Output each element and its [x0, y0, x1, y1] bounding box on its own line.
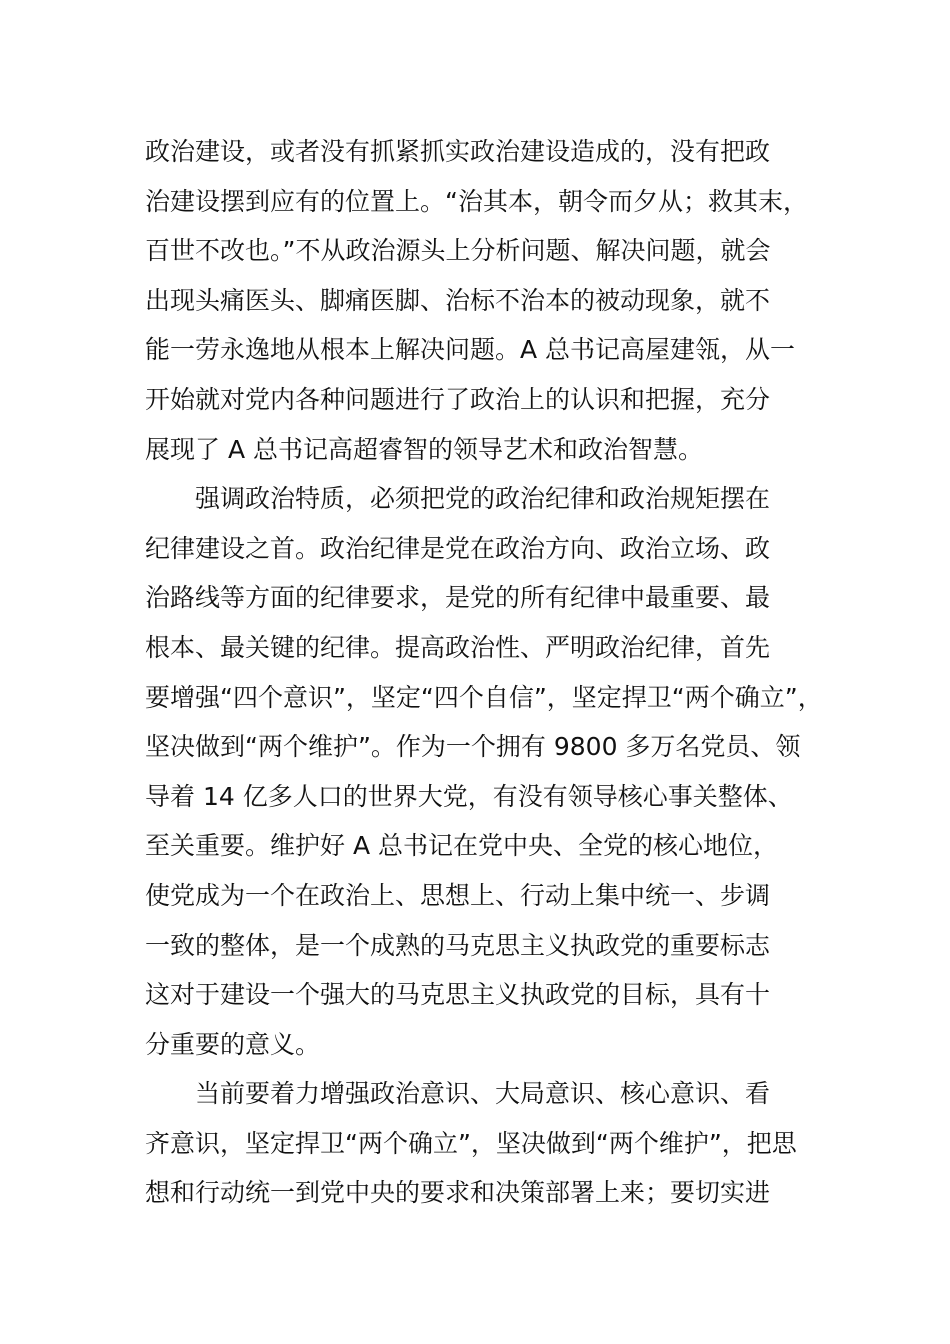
text-line: 齐意识，坚定捍卫“两个确立”，坚决做到“两个维护”，把思	[145, 1128, 797, 1158]
paragraph-start-line: 强调政治特质，必须把党的政治纪律和政治规矩摆在	[195, 484, 771, 514]
text-line: 政治建设，或者没有抓紧抓实政治建设造成的，没有把政	[145, 137, 771, 166]
text-line: 开始就对党内各种问题进行了政治上的认识和把握，充分	[145, 384, 771, 414]
text-line: 分重要的意义。	[145, 1029, 321, 1059]
text-line: 使党成为一个在政治上、思想上、行动上集中统一、步调	[145, 880, 771, 910]
text-line: 要增强“四个意识”，坚定“四个自信”，坚定捍卫“两个确立”，	[145, 682, 823, 712]
text-line: 一致的整体，是一个成熟的马克思主义执政党的重要标志	[145, 930, 771, 960]
text-line: 这对于建设一个强大的马克思主义执政党的目标，具有十	[145, 980, 771, 1010]
text-line: 纪律建设之首。政治纪律是党在政治方向、政治立场、政	[145, 533, 771, 563]
text-line: 能一劳永逸地从根本上解决问题。A 总书记高屋建瓴，从一	[145, 335, 796, 365]
text-line: 展现了 A 总书记高超睿智的领导艺术和政治智慧。	[145, 434, 703, 464]
text-line: 出现头痛医头、脚痛医脚、治标不治本的被动现象，就不	[145, 285, 771, 315]
text-line: 至关重要。维护好 A 总书记在党中央、全党的核心地位，	[145, 831, 778, 861]
text-line: 治路线等方面的纪律要求，是党的所有纪律中最重要、最	[145, 583, 771, 613]
text-line: 导着 14 亿多人口的世界大党，有没有领导核心事关整体、	[145, 781, 793, 811]
text-line: 想和行动统一到党中央的要求和决策部署上来；要切实进	[145, 1178, 771, 1208]
body-text	[145, 127, 823, 1218]
text-line: 百世不改也。”不从政治源头上分析问题、解决问题，就会	[145, 236, 771, 266]
text-line: 坚决做到“两个维护”。作为一个拥有 9800 多万名党员、领	[145, 732, 801, 762]
text-line: 治建设摆到应有的位置上。“治其本，朝令而夕从；救其末，	[145, 186, 808, 216]
text-line: 根本、最关键的纪律。提高政治性、严明政治纪律，首先	[145, 632, 771, 662]
paragraph-start-line: 当前要着力增强政治意识、大局意识、核心意识、看	[195, 1079, 771, 1109]
